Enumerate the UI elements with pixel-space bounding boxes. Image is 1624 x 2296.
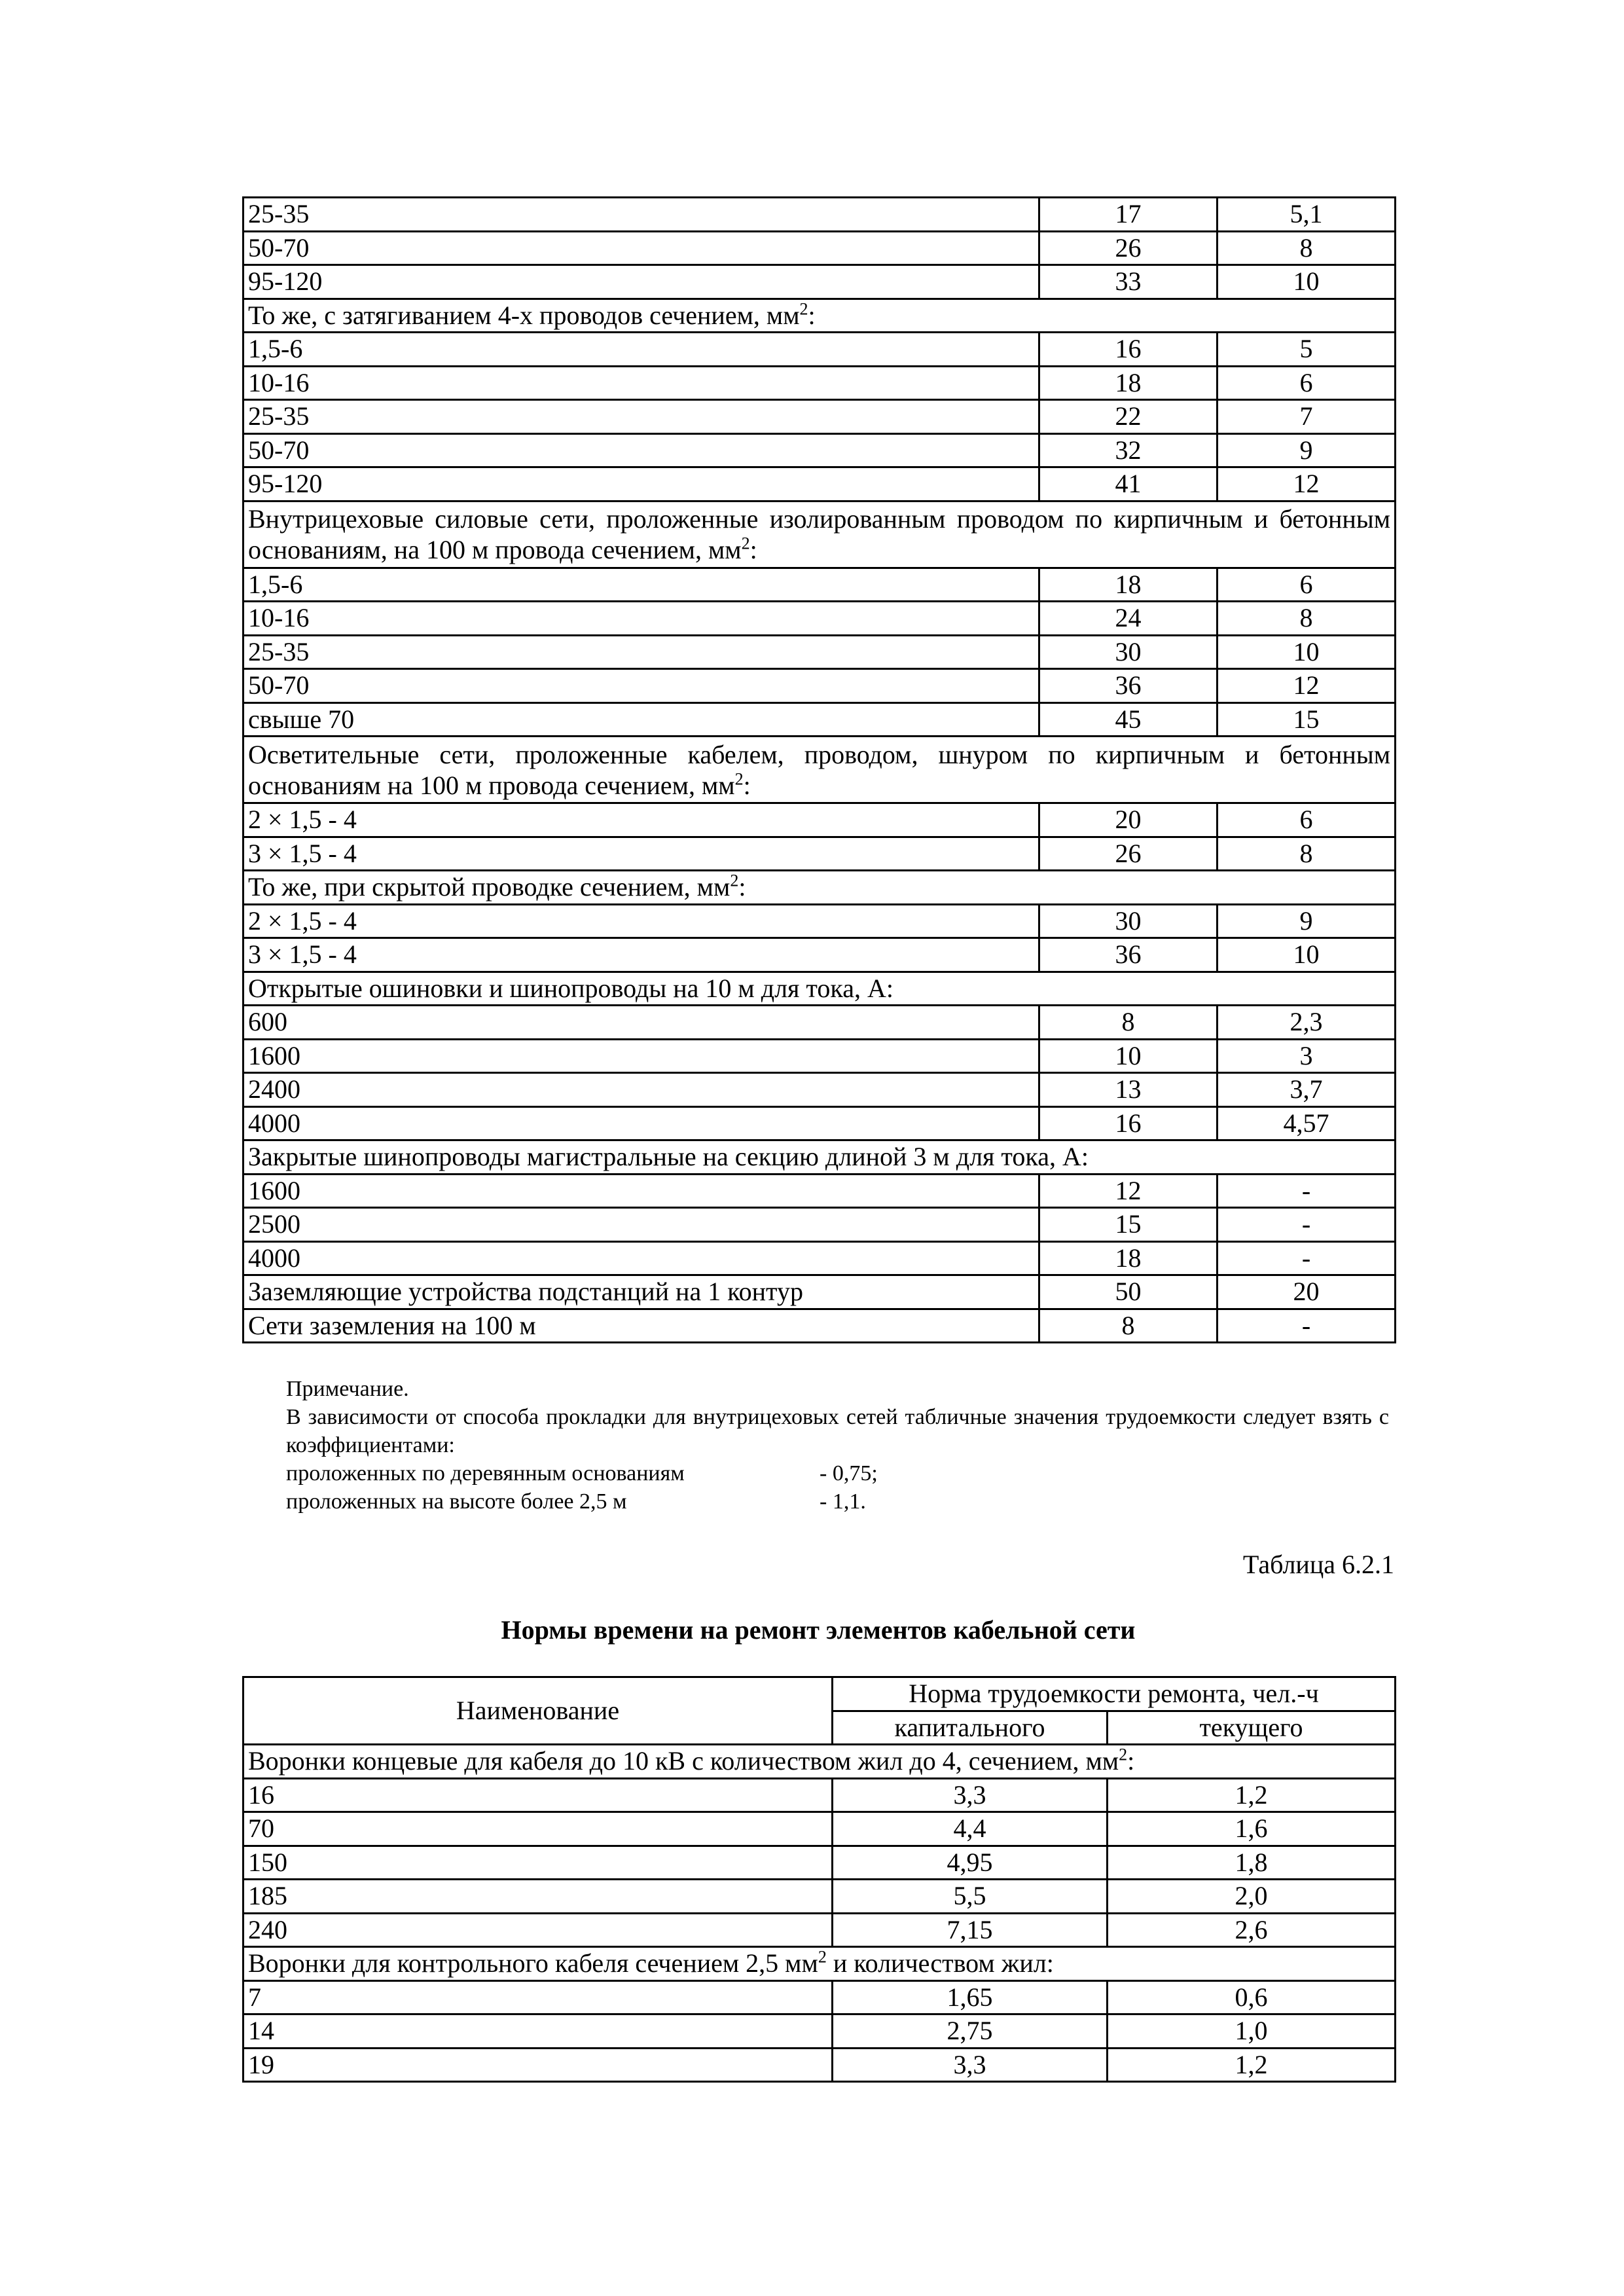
- current-value: 10: [1218, 635, 1396, 669]
- section-tail: :: [808, 300, 816, 330]
- row-name: 19: [244, 2048, 833, 2082]
- row-name: 7: [244, 1980, 833, 2014]
- superscript: 2: [799, 299, 808, 319]
- section-row: [244, 1947, 1396, 1981]
- section-text: Внутрицеховые силовые сети, проложенные изолированным проводом по кирпичным и бетонным основаниям, на 100 м провода сечением, мм: [248, 504, 1390, 564]
- table-row: [244, 1980, 1396, 2014]
- current-value: -: [1218, 1241, 1396, 1275]
- table-row: [244, 231, 1396, 265]
- capital-value: 17: [1039, 198, 1218, 232]
- capital-value: 18: [1039, 568, 1218, 602]
- section-tail: :: [743, 770, 751, 800]
- capital-value: 5,5: [833, 1880, 1108, 1914]
- row-name: 2 × 1,5 - 4: [244, 904, 1039, 938]
- capital-value: 16: [1039, 333, 1218, 367]
- current-value: 9: [1218, 904, 1396, 938]
- row-name: 1,5-6: [244, 333, 1039, 367]
- table-title: Нормы времени на ремонт элементов кабельной сети: [501, 1615, 1136, 1645]
- table-row: [244, 1241, 1396, 1275]
- table-row: [244, 669, 1396, 703]
- capital-value: 30: [1039, 904, 1218, 938]
- row-name: 25-35: [244, 400, 1039, 434]
- labor-norms-table-continued: [242, 196, 1396, 1343]
- row-name: 50-70: [244, 433, 1039, 467]
- header-norm: Норма трудоемкости ремонта, чел.-ч: [833, 1677, 1396, 1711]
- table-row: [244, 568, 1396, 602]
- section-row: [244, 737, 1396, 803]
- row-name: 3 × 1,5 - 4: [244, 938, 1039, 972]
- capital-value: 1,65: [833, 1980, 1108, 2014]
- current-value: 10: [1218, 938, 1396, 972]
- capital-value: 8: [1039, 1309, 1218, 1343]
- capital-value: 16: [1039, 1106, 1218, 1140]
- table-row: [244, 837, 1396, 871]
- current-value: 6: [1218, 366, 1396, 400]
- section-heading: [244, 737, 1396, 803]
- section-row: [244, 1140, 1396, 1175]
- section-text: Воронки концевые для кабеля до 10 кВ с количеством жил до 4, сечением, мм: [248, 1746, 1119, 1776]
- table-row: [244, 1913, 1396, 1947]
- row-name: 185: [244, 1880, 833, 1914]
- row-name: Заземляющие устройства подстанций на 1 контур: [244, 1275, 1039, 1309]
- current-value: 8: [1218, 602, 1396, 636]
- section-text: Осветительные сети, проложенные кабелем, проводом, шнуром по кирпичным и бетонным основаниям на 100 м провода сечением, мм: [248, 739, 1390, 800]
- current-value: 15: [1218, 702, 1396, 737]
- note-text: В зависимости от способа прокладки для внутрицеховых сетей табличные значения трудоемкости следует взять с коэффициентами:: [286, 1405, 1389, 1457]
- current-value: 0,6: [1108, 1980, 1396, 2014]
- superscript: 2: [1119, 1745, 1128, 1764]
- capital-value: 8: [1039, 1006, 1218, 1040]
- section-heading: [244, 299, 1396, 333]
- table-row: [244, 702, 1396, 737]
- superscript: 2: [734, 769, 744, 789]
- header-name: Наименование: [244, 1677, 833, 1745]
- table-row: [244, 1812, 1396, 1846]
- coefficient-label: проложенных на высоте более 2,5 м: [286, 1489, 627, 1514]
- section-tail: :: [749, 535, 757, 564]
- row-name: 10-16: [244, 366, 1039, 400]
- capital-value: 18: [1039, 1241, 1218, 1275]
- table-row: [244, 2014, 1396, 2049]
- section-row: [244, 1745, 1396, 1779]
- row-name: 14: [244, 2014, 833, 2049]
- row-name: Сети заземления на 100 м: [244, 1309, 1039, 1343]
- note-title: Примечание.: [286, 1377, 409, 1401]
- current-value: 1,2: [1108, 2048, 1396, 2082]
- section-heading: [244, 871, 1396, 905]
- row-name: 4000: [244, 1106, 1039, 1140]
- section-text: То же, при скрытой проводке сечением, мм: [248, 872, 731, 902]
- current-value: 8: [1218, 231, 1396, 265]
- section-heading: [244, 1947, 1396, 1981]
- row-name: 150: [244, 1846, 833, 1880]
- coefficient-label: проложенных по деревянным основаниям: [286, 1461, 685, 1485]
- current-value: 2,3: [1218, 1006, 1396, 1040]
- current-value: 5: [1218, 333, 1396, 367]
- current-value: 20: [1218, 1275, 1396, 1309]
- superscript: 2: [730, 871, 739, 890]
- note-block: [247, 1375, 1389, 1516]
- capital-value: 2,75: [833, 2014, 1108, 2049]
- current-value: 12: [1218, 467, 1396, 501]
- current-value: 1,8: [1108, 1846, 1396, 1880]
- current-value: -: [1218, 1309, 1396, 1343]
- current-value: 3: [1218, 1039, 1396, 1073]
- superscript: 2: [818, 1947, 827, 1967]
- capital-value: 36: [1039, 938, 1218, 972]
- current-value: 10: [1218, 265, 1396, 299]
- row-name: 25-35: [244, 198, 1039, 232]
- row-name: 1600: [244, 1174, 1039, 1208]
- section-heading: [244, 972, 1396, 1006]
- note-coefficient-row: [247, 1459, 1389, 1487]
- current-value: 1,2: [1108, 1778, 1396, 1812]
- row-name: 4000: [244, 1241, 1039, 1275]
- current-value: 4,57: [1218, 1106, 1396, 1140]
- section-heading: [244, 501, 1396, 568]
- capital-value: 13: [1039, 1073, 1218, 1107]
- row-name: 25-35: [244, 635, 1039, 669]
- capital-value: 3,3: [833, 2048, 1108, 2082]
- coefficient-value: - 0,75;: [820, 1461, 878, 1485]
- row-name: 1600: [244, 1039, 1039, 1073]
- current-value: 9: [1218, 433, 1396, 467]
- capital-value: 33: [1039, 265, 1218, 299]
- current-value: 5,1: [1218, 198, 1396, 232]
- table-row: [244, 1846, 1396, 1880]
- section-text: Воронки для контрольного кабеля сечением 2,5 мм: [248, 1948, 818, 1978]
- capital-value: 26: [1039, 837, 1218, 871]
- row-name: 1,5-6: [244, 568, 1039, 602]
- section-row: [244, 299, 1396, 333]
- capital-value: 24: [1039, 602, 1218, 636]
- table-row: [244, 265, 1396, 299]
- current-value: 6: [1218, 803, 1396, 837]
- capital-value: 12: [1039, 1174, 1218, 1208]
- table-row: [244, 433, 1396, 467]
- capital-value: 45: [1039, 702, 1218, 737]
- table-header: [244, 1677, 1396, 1745]
- section-text: Открытые ошиновки и шинопроводы на 10 м для тока, А:: [248, 973, 893, 1003]
- row-name: 2 × 1,5 - 4: [244, 803, 1039, 837]
- current-value: -: [1218, 1208, 1396, 1242]
- section-row: [244, 501, 1396, 568]
- row-name: 10-16: [244, 602, 1039, 636]
- capital-value: 4,95: [833, 1846, 1108, 1880]
- capital-value: 32: [1039, 433, 1218, 467]
- table-row: [244, 198, 1396, 232]
- section-text: То же, с затягиванием 4-х проводов сечением, мм: [248, 300, 800, 330]
- capital-value: 26: [1039, 231, 1218, 265]
- table-row: [244, 938, 1396, 972]
- table-row: [244, 1006, 1396, 1040]
- current-value: 2,6: [1108, 1913, 1396, 1947]
- table-row: [244, 467, 1396, 501]
- table-row: [244, 1208, 1396, 1242]
- table-row: [244, 635, 1396, 669]
- capital-value: 22: [1039, 400, 1218, 434]
- row-name: 70: [244, 1812, 833, 1846]
- row-name: 50-70: [244, 231, 1039, 265]
- current-value: 3,7: [1218, 1073, 1396, 1107]
- current-value: 1,0: [1108, 2014, 1396, 2049]
- cable-network-repair-table: [242, 1676, 1396, 2083]
- table-row: [244, 400, 1396, 434]
- table-row: [244, 1106, 1396, 1140]
- section-heading: [244, 1140, 1396, 1175]
- table-body: [244, 198, 1396, 1343]
- table-row: [244, 1073, 1396, 1107]
- table-row: [244, 602, 1396, 636]
- table-row: [244, 904, 1396, 938]
- header-current: текущего: [1108, 1711, 1396, 1745]
- table-row: [244, 803, 1396, 837]
- capital-value: 3,3: [833, 1778, 1108, 1812]
- section-tail: :: [738, 872, 746, 902]
- table-row: [244, 333, 1396, 367]
- capital-value: 7,15: [833, 1913, 1108, 1947]
- section-heading: [244, 1745, 1396, 1779]
- current-value: 6: [1218, 568, 1396, 602]
- current-value: 2,0: [1108, 1880, 1396, 1914]
- current-value: -: [1218, 1174, 1396, 1208]
- table-row: [244, 1309, 1396, 1343]
- row-name: 2500: [244, 1208, 1039, 1242]
- row-name: 3 × 1,5 - 4: [244, 837, 1039, 871]
- capital-value: 36: [1039, 669, 1218, 703]
- section-text: Закрытые шинопроводы магистральные на секцию длиной 3 м для тока, А:: [248, 1142, 1089, 1172]
- row-name: 95-120: [244, 467, 1039, 501]
- table-row: [244, 2048, 1396, 2082]
- section-tail: и количеством жил:: [826, 1948, 1054, 1978]
- superscript: 2: [741, 534, 750, 553]
- capital-value: 18: [1039, 366, 1218, 400]
- current-value: 1,6: [1108, 1812, 1396, 1846]
- table-row: [244, 1778, 1396, 1812]
- row-name: 50-70: [244, 669, 1039, 703]
- table-body: [244, 1745, 1396, 2082]
- section-row: [244, 871, 1396, 905]
- capital-value: 30: [1039, 635, 1218, 669]
- current-value: 12: [1218, 669, 1396, 703]
- table-row: [244, 1275, 1396, 1309]
- table-row: [244, 1039, 1396, 1073]
- section-tail: :: [1127, 1746, 1135, 1776]
- capital-value: 4,4: [833, 1812, 1108, 1846]
- row-name: 2400: [244, 1073, 1039, 1107]
- capital-value: 15: [1039, 1208, 1218, 1242]
- capital-value: 41: [1039, 467, 1218, 501]
- capital-value: 10: [1039, 1039, 1218, 1073]
- table-row: [244, 1880, 1396, 1914]
- table-row: [244, 366, 1396, 400]
- section-row: [244, 972, 1396, 1006]
- capital-value: 20: [1039, 803, 1218, 837]
- row-name: 240: [244, 1913, 833, 1947]
- row-name: свыше 70: [244, 702, 1039, 737]
- table-caption: Таблица 6.2.1: [1242, 1550, 1394, 1579]
- capital-value: 50: [1039, 1275, 1218, 1309]
- header-capital: капитального: [833, 1711, 1108, 1745]
- coefficient-value: - 1,1.: [820, 1489, 866, 1514]
- row-name: 600: [244, 1006, 1039, 1040]
- table-row: [244, 1174, 1396, 1208]
- current-value: 8: [1218, 837, 1396, 871]
- note-coefficient-row: [247, 1487, 1389, 1516]
- row-name: 16: [244, 1778, 833, 1812]
- row-name: 95-120: [244, 265, 1039, 299]
- current-value: 7: [1218, 400, 1396, 434]
